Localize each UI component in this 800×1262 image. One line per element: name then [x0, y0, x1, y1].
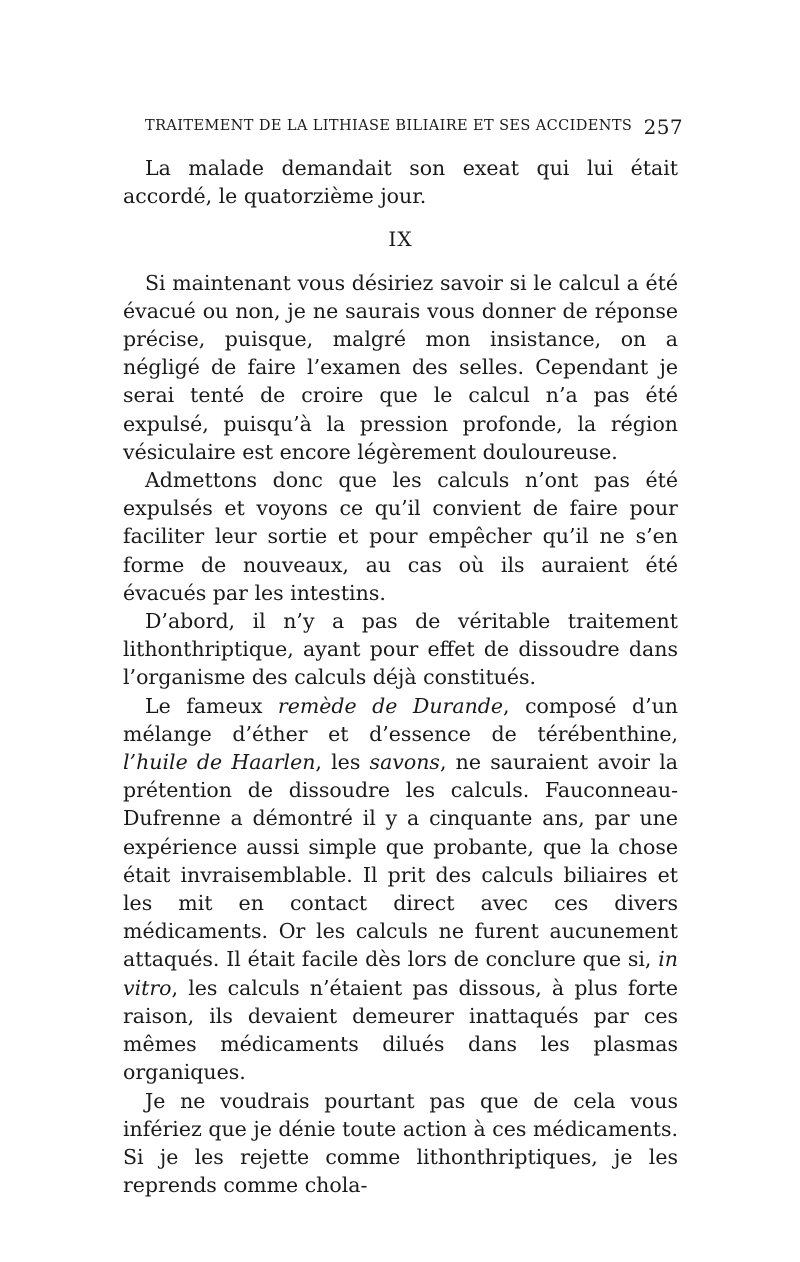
page-body — [123, 154, 678, 1199]
running-title: TRAITEMENT DE LA LITHIASE BILIAIRE ET SES ACCIDENTS — [145, 118, 633, 134]
text-run: , ne sauraient avoir la prétention de dissoudre les calculs. Fauconneau-Dufrenne a démontré il y a cinquante ans, par une expérience aussi simple que probante, que la chose était invraisemblable. Il prit des calculs biliaires et les mit en contact direct avec ces divers médicaments. Or les calculs ne furent aucunement attaqués. Il était facile dès lors de conclure que si, — [123, 750, 678, 972]
running-header — [145, 115, 683, 142]
paragraph — [123, 692, 678, 1087]
section-heading: IX — [388, 227, 413, 252]
paragraph: Je ne voudrais pourtant pas que de cela vous infériez que je dénie toute action à ces médicaments. Si je les rejette comme lithonthriptiques, je les reprends comme chola- — [123, 1088, 678, 1198]
text-run: , les calculs n’étaient pas dissous, à plus forte raison, ils devaient demeurer inattaqués par ces mêmes médicaments dilués dans les plasmas organiques. — [123, 975, 678, 1085]
text-run: , les — [315, 750, 370, 775]
paragraph: D’abord, il n’y a pas de véritable traitement lithonthriptique, ayant pour effet de dissoudre dans l’organisme des calculs déjà constitués. — [123, 609, 678, 690]
italic-text: l’huile de Haarlen — [123, 750, 316, 775]
text-run: Le fameux — [145, 693, 278, 718]
page-number: 257 — [643, 115, 683, 139]
paragraph: La malade demandait son exeat qui lui était accordé, le quatorzième jour. — [123, 156, 678, 209]
italic-text: remède de Durande — [277, 693, 504, 718]
italic-text: in vitro — [123, 947, 678, 1000]
paragraph: Si maintenant vous désiriez savoir si le calcul a été évacué ou non, je ne saurais vous donner de réponse précise, puisque, malgré mon insistance, on a négligé de faire l’examen des selles. Cependant je serai tenté de croire que le calcul n’a pas été expulsé, puisqu’à la pression profonde, la région vésiculaire est encore légèrement douloureuse. — [123, 270, 678, 464]
text-run: , composé d’un mélange d’éther et d’essence de térébenthine, — [123, 693, 678, 746]
italic-text: savons — [369, 750, 440, 775]
paragraph: Admettons donc que les calculs n’ont pas été expulsés et voyons ce qu’il convient de faire pour faciliter leur sortie et pour empêcher qu’il ne s’en forme de nouveaux, au cas où ils auraient été évacués par les intestins. — [123, 468, 678, 605]
